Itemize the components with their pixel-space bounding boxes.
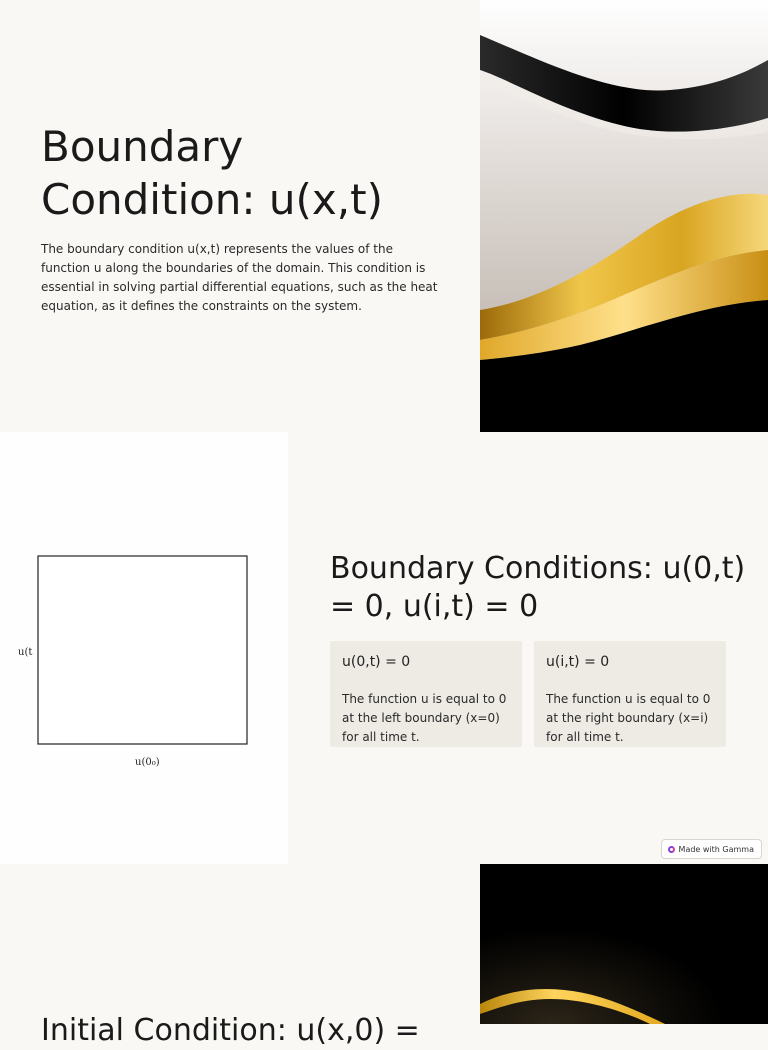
card-title: u(i,t) = 0 [546, 654, 610, 670]
domain-rectangle [38, 556, 247, 744]
diagram-left-label: u(t [18, 647, 33, 658]
diagram-bottom-label: u(0₀) [135, 757, 160, 768]
boundary-diagram-svg [0, 432, 288, 864]
card-right-boundary [534, 641, 726, 747]
badge-label: Made with Gamma [678, 844, 754, 854]
slide-boundary-conditions [0, 432, 768, 864]
slide-title: Initial Condition: u(x,0) = [41, 1013, 420, 1048]
made-with-gamma-badge[interactable] [661, 839, 762, 859]
gold-wave-image [480, 0, 768, 432]
slide-boundary-condition [0, 0, 768, 432]
card-body: The function u is equal to 0 at the left boundary (x=0) for all time t. [342, 692, 507, 744]
card-left-boundary [330, 641, 522, 747]
slide-title: Boundary Conditions: u(0,t) = 0, u(i,t) = 0 [330, 551, 746, 624]
card-title: u(0,t) = 0 [342, 654, 411, 670]
slide-body-text: The boundary condition u(x,t) represents the values of the function u along the boundaries of the domain. This condition is essential in solving partial differential equations, such as the heat equation, as it defines the constraints on the system. [41, 242, 438, 313]
gamma-logo-icon [668, 846, 675, 853]
gold-wave-image [480, 864, 768, 1024]
slide-title: Boundary Condition: u(x,t) [41, 122, 383, 225]
card-body: The function u is equal to 0 at the right boundary (x=i) for all time t. [546, 692, 711, 744]
boundary-diagram [0, 432, 288, 864]
slide-initial-condition [0, 864, 768, 1048]
